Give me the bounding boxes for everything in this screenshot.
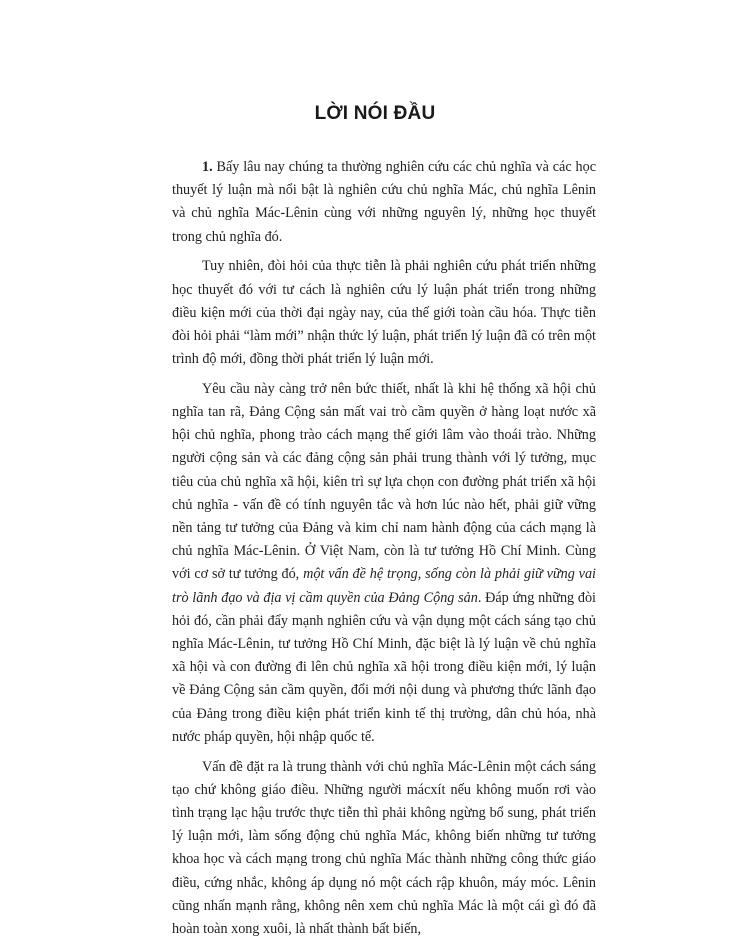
paragraph-2: Tuy nhiên, đòi hỏi của thực tiễn là phải nghiên cứu phát triển những học thuyết đó với tư cách là nghiên cứu lý luận phát triển trong những điều kiện mới của thời đại ngày nay, của thế giới toàn cầu hóa. Thực tiễn đòi hỏi phải “làm mới” nhận thức lý luận, phát triển lý luận đã có trên một trình độ mới, đồng thời phát triển lý luận mới. xyxy=(172,258,596,368)
section-number: 1. xyxy=(202,159,213,175)
paragraph-3 xyxy=(172,378,596,749)
paragraph-3-italic-text: một vấn đề hệ trọng, sống còn là phải giữ vững vai trò lãnh đạo và địa vị cầm quyền của Đảng Cộng sản xyxy=(172,566,596,606)
paragraph-1 xyxy=(172,156,596,249)
paragraph-3-text-before: Yêu cầu này càng trở nên bức thiết, nhất là khi hệ thống xã hội chủ nghĩa tan rã, Đảng Cộng sản mất vai trò cầm quyền ở hàng loạt nước xã hội chủ nghĩa, phong trào cách mạng thế giới lâm vào thoái trào. Những người cộng sản và các đảng cộng sản phải trung thành với lý tưởng, mục tiêu của chủ nghĩa xã hội, kiên trì sự lựa chọn con đường phát triển xã hội chủ nghĩa - vấn đề có tính nguyên tắc và hơn lúc nào hết, phải giữ vững nền tảng tư tưởng của Đảng và kim chỉ nam hành động của cách mạng là chủ nghĩa Mác-Lênin. Ở Việt Nam, còn là tư tưởng Hồ Chí Minh. Cùng với cơ sở tư tưởng đó, xyxy=(172,380,596,583)
paragraph-3-text-after: . Đáp ứng những đòi hỏi đó, cần phải đẩy mạnh nghiên cứu và vận dụng một cách sáng tạo chủ nghĩa Mác-Lênin, tư tưởng Hồ Chí Minh, đặc biệt là lý luận về chủ nghĩa xã hội và con đường đi lên chủ nghĩa xã hội trong điều kiện mới, lý luận về Đảng Cộng sản cầm quyền, đổi mới nội dung và phương thức lãnh đạo của Đảng trong điều kiện phát triển kinh tế thị trường, dân chủ hóa, nhà nước pháp quyền, hội nhập quốc tế. xyxy=(172,589,596,745)
paragraph-1-text: Bấy lâu nay chúng ta thường nghiên cứu các chủ nghĩa và các học thuyết lý luận mà nổi bật là nghiên cứu chủ nghĩa Mác, chủ nghĩa Lênin và chủ nghĩa Mác-Lênin cùng với những nguyên lý, những học thuyết trong chủ nghĩa đó. xyxy=(172,159,596,245)
page-title: LỜI NÓI ĐẦU xyxy=(314,103,436,124)
paragraph-4: Vấn đề đặt ra là trung thành với chủ nghĩa Mác-Lênin một cách sáng tạo chứ không giáo điều. Những người mácxít nếu không muốn rơi vào tình trạng lạc hậu trước thực tiễn thì phải không ngừng bổ sung, phát triển lý luận mới, làm sống động chủ nghĩa Mác, không biến những tư tưởng khoa học và cách mạng trong chủ nghĩa Mác thành những công thức giáo điều, cứng nhắc, không áp dụng nó một cách rập khuôn, máy móc. Lênin cũng nhấn mạnh rằng, không nên xem chủ nghĩa Mác là một cái gì đó đã hoàn toàn xong xuôi, là nhất thành bất biến, xyxy=(172,758,596,937)
body-text xyxy=(172,156,596,948)
